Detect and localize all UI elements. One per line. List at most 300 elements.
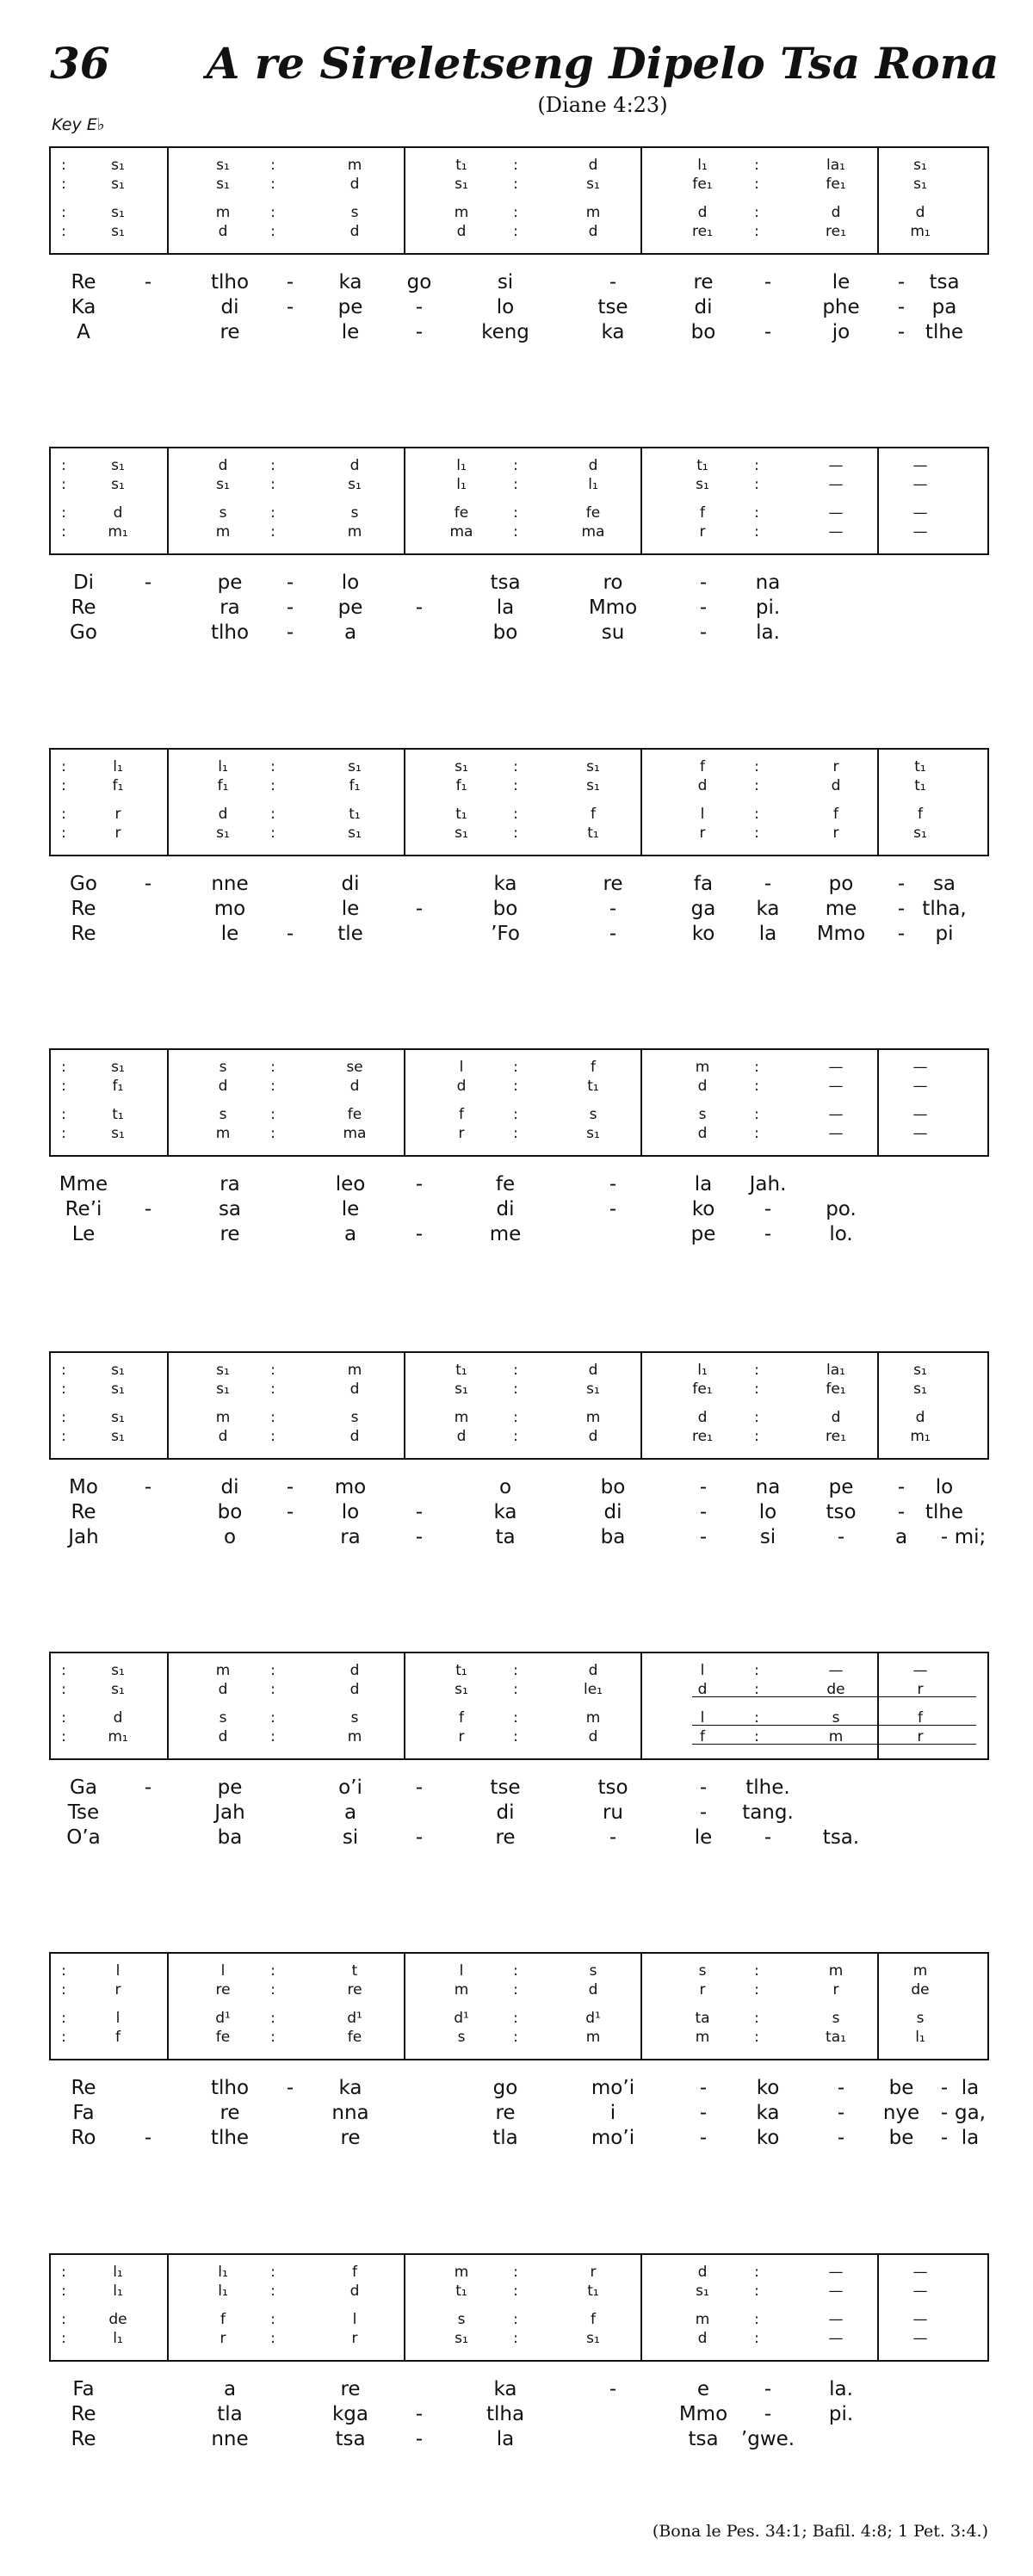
lyrics-block xyxy=(49,872,989,949)
barline xyxy=(167,448,169,553)
solfa-note: s₁ xyxy=(111,204,125,221)
barline xyxy=(404,2255,405,2360)
beat-separator: : xyxy=(61,2029,66,2046)
beat-separator: : xyxy=(513,1681,518,1698)
beat-separator: : xyxy=(61,1059,66,1076)
lyric-syllable: Fa xyxy=(72,2102,95,2124)
barline xyxy=(404,1653,405,1758)
beat-separator: : xyxy=(61,1125,66,1142)
syllable-hyphen: - xyxy=(415,1173,424,1195)
beat-separator: : xyxy=(754,1728,759,1745)
lyric-syllable: ru xyxy=(602,1801,624,1824)
syllable-hyphen: - xyxy=(609,2378,617,2400)
solfa-note: d xyxy=(588,1662,598,1679)
beat-separator: : xyxy=(513,223,518,240)
lyric-syllable: go xyxy=(492,2077,518,2099)
lyric-syllable: di xyxy=(603,1501,622,1523)
barline xyxy=(877,148,879,253)
solfa-note: d¹ xyxy=(454,2010,469,2027)
solfa-note: d xyxy=(697,1125,708,1142)
lyric-syllable: re xyxy=(495,2102,516,2124)
barline xyxy=(640,448,642,553)
solfa-note: d xyxy=(588,223,598,240)
lyric-syllable: di xyxy=(496,1198,515,1220)
lyric-syllable: re xyxy=(693,271,714,293)
solfa-note: l₁ xyxy=(915,2029,925,2046)
solfa-note: — xyxy=(912,2264,928,2281)
solfa-note: s xyxy=(589,1106,597,1123)
solfa-note: m xyxy=(585,1709,601,1727)
lyric-syllable: ta xyxy=(495,1526,516,1548)
lyric-syllable: re xyxy=(220,2102,240,2124)
solfa-note: — xyxy=(828,1662,844,1679)
syllable-hyphen: - xyxy=(286,1476,294,1498)
beat-separator: : xyxy=(61,2264,66,2281)
solfa-note: f xyxy=(591,806,596,823)
lyric-syllable: Tse xyxy=(67,1801,100,1824)
solfa-note: m xyxy=(215,1125,231,1142)
beat-separator: : xyxy=(61,1428,66,1445)
solfa-note: s₁ xyxy=(216,825,230,842)
solfa-note: m₁ xyxy=(108,523,128,541)
lyric-syllable: re xyxy=(340,2127,361,2149)
lyric-syllable: mi; xyxy=(954,1526,987,1548)
lyric-syllable: be xyxy=(888,2127,914,2149)
solfa-note: m xyxy=(828,1962,844,1980)
syllable-hyphen: - xyxy=(897,873,906,895)
lyric-syllable: tlho xyxy=(210,621,250,644)
beat-separator: : xyxy=(754,523,759,541)
lyric-syllable: tsa xyxy=(929,271,960,293)
syllable-hyphen: - xyxy=(415,898,424,920)
beat-separator: : xyxy=(513,2264,518,2281)
syllable-hyphen: - xyxy=(699,2127,708,2149)
solfa-note: s xyxy=(832,1709,840,1727)
lyric-syllable: nna xyxy=(331,2102,369,2124)
syllable-hyphen: - xyxy=(837,2077,845,2099)
solfa-note: fe₁ xyxy=(826,1381,846,1398)
syllable-hyphen: - xyxy=(699,1526,708,1548)
syllable-hyphen: - xyxy=(144,571,152,594)
solfa-note: d xyxy=(697,204,708,221)
beat-separator: : xyxy=(270,825,275,842)
solfa-note: d xyxy=(218,1681,228,1698)
lyric-syllable: Ka xyxy=(71,296,96,318)
beat-separator: : xyxy=(61,476,66,493)
solfa-note: d xyxy=(218,223,228,240)
solfa-note: l xyxy=(700,1662,705,1679)
beat-separator: : xyxy=(270,2330,275,2347)
solfa-note: s₁ xyxy=(913,825,927,842)
syllable-hyphen: - xyxy=(897,271,906,293)
solfa-note: fe xyxy=(585,504,601,522)
lyric-syllable: bo xyxy=(492,898,518,920)
beat-separator: : xyxy=(513,476,518,493)
solfa-note: l xyxy=(700,806,705,823)
syllable-hyphen: - xyxy=(940,2127,949,2149)
solfa-staff xyxy=(49,447,989,555)
beat-separator: : xyxy=(61,223,66,240)
solfa-note: l₁ xyxy=(113,2283,123,2300)
beat-separator: : xyxy=(61,2311,66,2328)
solfa-note: d xyxy=(831,204,841,221)
solfa-note: s₁ xyxy=(111,223,125,240)
solfa-note: f xyxy=(700,1728,705,1745)
lyric-syllable: fe xyxy=(495,1173,516,1195)
lyric-syllable: phe xyxy=(822,296,860,318)
solfa-note: s₁ xyxy=(455,1381,468,1398)
lyric-syllable: la xyxy=(961,2077,980,2099)
solfa-note: r xyxy=(458,1125,465,1142)
solfa-note: m₁ xyxy=(910,223,931,240)
syllable-hyphen: - xyxy=(144,1198,152,1220)
solfa-note: d xyxy=(349,1428,360,1445)
beat-separator: : xyxy=(513,1362,518,1379)
lyric-syllable: tlhe xyxy=(210,2127,250,2149)
lyrics-block xyxy=(49,571,989,648)
lyric-syllable: bo xyxy=(690,321,716,343)
solfa-note: m xyxy=(454,1409,469,1426)
lyric-syllable: ka xyxy=(756,2102,780,2124)
solfa-note: — xyxy=(828,2264,844,2281)
solfa-staff xyxy=(49,2253,989,2362)
solfa-note: m xyxy=(695,2029,710,2046)
beat-separator: : xyxy=(270,1981,275,1998)
solfa-note: d xyxy=(831,777,841,794)
syllable-hyphen: - xyxy=(286,1501,294,1523)
lyric-syllable: ko xyxy=(691,923,715,945)
lyric-syllable: mo xyxy=(213,898,246,920)
lyric-syllable: ka xyxy=(493,1501,517,1523)
beat-separator: : xyxy=(754,758,759,775)
syllable-hyphen: - xyxy=(144,271,152,293)
lyric-syllable: lo xyxy=(341,1501,360,1523)
beat-separator: : xyxy=(754,2029,759,2046)
solfa-note: d xyxy=(588,1362,598,1379)
lyric-syllable: fa xyxy=(693,873,714,895)
solfa-note: m xyxy=(585,204,601,221)
lyric-syllable: Re xyxy=(71,2077,96,2099)
lyric-syllable: leo xyxy=(335,1173,366,1195)
syllable-hyphen: - xyxy=(897,898,906,920)
solfa-note: d xyxy=(113,1709,123,1727)
beat-separator: : xyxy=(61,157,66,174)
solfa-note: — xyxy=(912,1125,928,1142)
lyrics-block xyxy=(49,270,989,348)
barline xyxy=(167,1353,169,1458)
syllable-hyphen: - xyxy=(144,2127,152,2149)
beat-separator: : xyxy=(270,504,275,522)
solfa-note: f₁ xyxy=(112,777,124,794)
lyric-syllable: Re xyxy=(71,1501,96,1523)
barline xyxy=(640,1353,642,1458)
lyric-syllable: Fa xyxy=(72,2378,95,2400)
lyric-syllable: tsa xyxy=(335,2428,366,2450)
solfa-note: d xyxy=(349,457,360,474)
lyric-syllable: me xyxy=(825,898,857,920)
syllable-hyphen: - xyxy=(609,923,617,945)
syllable-hyphen: - xyxy=(415,1526,424,1548)
syllable-hyphen: - xyxy=(837,2127,845,2149)
lyric-syllable: ko xyxy=(756,2077,780,2099)
beat-separator: : xyxy=(754,1078,759,1095)
solfa-note: s xyxy=(350,1409,359,1426)
solfa-note: ma xyxy=(581,523,605,541)
solfa-note: — xyxy=(912,523,928,541)
solfa-note: f xyxy=(591,1059,596,1076)
lyric-syllable: su xyxy=(601,621,625,644)
solfa-note: d xyxy=(697,2264,708,2281)
lyric-syllable: ra xyxy=(220,596,240,619)
solfa-note: l₁ xyxy=(697,1362,708,1379)
solfa-note: s₁ xyxy=(455,1681,468,1698)
solfa-note: m xyxy=(695,1059,710,1076)
solfa-note: d xyxy=(697,1078,708,1095)
solfa-note: s₁ xyxy=(348,476,362,493)
solfa-note: m xyxy=(585,2029,601,2046)
beat-separator: : xyxy=(754,176,759,193)
lyric-syllable: tse xyxy=(597,296,628,318)
lyric-syllable: Mmo xyxy=(588,596,638,619)
solfa-note: le₁ xyxy=(584,1681,603,1698)
beat-separator: : xyxy=(61,1381,66,1398)
solfa-note: d xyxy=(456,1078,467,1095)
lyric-syllable: Jah xyxy=(214,1801,245,1824)
beat-separator: : xyxy=(754,1409,759,1426)
solfa-note: — xyxy=(828,1106,844,1123)
beat-separator: : xyxy=(513,504,518,522)
beat-separator: : xyxy=(61,457,66,474)
slur-line xyxy=(692,1725,976,1726)
barline xyxy=(404,448,405,553)
solfa-note: s₁ xyxy=(111,1125,125,1142)
barline xyxy=(404,1353,405,1458)
solfa-note: l₁ xyxy=(218,2264,228,2281)
lyric-syllable: sa xyxy=(932,873,956,895)
solfa-note: d xyxy=(349,176,360,193)
solfa-note: r xyxy=(458,1728,465,1745)
beat-separator: : xyxy=(61,1728,66,1745)
syllable-hyphen: - xyxy=(764,2378,772,2400)
lyric-syllable: a xyxy=(343,1801,357,1824)
solfa-note: s xyxy=(698,1962,707,1980)
solfa-note: d xyxy=(218,1428,228,1445)
lyric-syllable: di xyxy=(220,296,239,318)
beat-separator: : xyxy=(270,1059,275,1076)
syllable-hyphen: - xyxy=(609,1198,617,1220)
solfa-note: m xyxy=(347,157,362,174)
syllable-hyphen: - xyxy=(415,596,424,619)
hymn-number: 36 xyxy=(50,38,110,89)
solfa-note: re₁ xyxy=(692,1428,713,1445)
solfa-note: de xyxy=(826,1681,845,1698)
beat-separator: : xyxy=(513,2010,518,2027)
lyric-syllable: ba xyxy=(600,1526,626,1548)
solfa-note: l xyxy=(700,1709,705,1727)
solfa-note: t₁ xyxy=(914,758,926,775)
solfa-note: m xyxy=(912,1962,928,1980)
beat-separator: : xyxy=(61,1409,66,1426)
beat-separator: : xyxy=(754,1428,759,1445)
solfa-note: d¹ xyxy=(585,2010,601,2027)
barline xyxy=(877,1050,879,1155)
barline xyxy=(404,1954,405,2059)
beat-separator: : xyxy=(270,1409,275,1426)
solfa-note: l xyxy=(220,1962,226,1980)
lyric-syllable: o xyxy=(223,1526,237,1548)
lyric-syllable: na xyxy=(755,571,781,594)
solfa-note: ma xyxy=(343,1125,367,1142)
solfa-note: — xyxy=(828,476,844,493)
lyric-syllable: la xyxy=(758,923,777,945)
solfa-note: de xyxy=(108,2311,127,2328)
beat-separator: : xyxy=(270,523,275,541)
beat-separator: : xyxy=(754,1106,759,1123)
lyric-syllable: di xyxy=(341,873,360,895)
solfa-note: d xyxy=(831,1409,841,1426)
solfa-note: fe xyxy=(215,2029,231,2046)
syllable-hyphen: - xyxy=(764,1198,772,1220)
syllable-hyphen: - xyxy=(415,296,424,318)
lyric-syllable: Re’i xyxy=(65,1198,102,1220)
beat-separator: : xyxy=(513,204,518,221)
beat-separator: : xyxy=(754,1362,759,1379)
barline xyxy=(877,1353,879,1458)
lyric-syllable: mo xyxy=(334,1476,367,1498)
beat-separator: : xyxy=(270,2010,275,2027)
solfa-note: t₁ xyxy=(112,1106,124,1123)
solfa-note: r xyxy=(917,1728,924,1745)
lyric-syllable: pi. xyxy=(828,2403,854,2425)
lyric-syllable: Re xyxy=(71,2403,96,2425)
syllable-hyphen: - xyxy=(837,1526,845,1548)
lyric-syllable: la xyxy=(496,596,515,619)
solfa-note: fe₁ xyxy=(826,176,846,193)
lyric-syllable: pe xyxy=(828,1476,854,1498)
lyric-syllable: ka xyxy=(756,898,780,920)
solfa-note: — xyxy=(828,504,844,522)
solfa-note: t₁ xyxy=(914,777,926,794)
solfa-note: — xyxy=(912,476,928,493)
solfa-note: s₁ xyxy=(216,1362,230,1379)
solfa-note: l₁ xyxy=(113,758,123,775)
lyric-syllable: lo xyxy=(758,1501,777,1523)
lyric-syllable: tso xyxy=(597,1776,628,1799)
beat-separator: : xyxy=(513,1381,518,1398)
solfa-note: m₁ xyxy=(108,1728,128,1745)
solfa-note: s₁ xyxy=(216,1381,230,1398)
lyric-syllable: nne xyxy=(211,2428,249,2450)
lyric-syllable: le xyxy=(341,898,360,920)
beat-separator: : xyxy=(513,806,518,823)
solfa-note: f xyxy=(459,1106,464,1123)
solfa-note: — xyxy=(828,1125,844,1142)
beat-separator: : xyxy=(61,1681,66,1698)
lyric-syllable: Ro xyxy=(71,2127,96,2149)
beat-separator: : xyxy=(61,1962,66,1980)
beat-separator: : xyxy=(61,806,66,823)
lyric-syllable: bo xyxy=(492,621,518,644)
lyric-syllable: ba xyxy=(217,1826,243,1849)
solfa-note: s₁ xyxy=(111,1681,125,1698)
lyric-syllable: me xyxy=(489,1223,522,1245)
beat-separator: : xyxy=(270,1381,275,1398)
solfa-staff xyxy=(49,748,989,856)
beat-separator: : xyxy=(270,457,275,474)
syllable-hyphen: - xyxy=(699,621,708,644)
beat-separator: : xyxy=(513,825,518,842)
solfa-note: s₁ xyxy=(913,1362,927,1379)
system xyxy=(49,146,989,348)
beat-separator: : xyxy=(513,758,518,775)
lyric-syllable: Re xyxy=(71,2428,96,2450)
barline xyxy=(877,750,879,855)
lyric-syllable: tang. xyxy=(742,1801,794,1824)
solfa-note: f xyxy=(833,806,838,823)
syllable-hyphen: - xyxy=(609,898,617,920)
solfa-note: d xyxy=(697,777,708,794)
beat-separator: : xyxy=(513,1428,518,1445)
beat-separator: : xyxy=(61,1362,66,1379)
syllable-hyphen: - xyxy=(764,873,772,895)
beat-separator: : xyxy=(754,2283,759,2300)
solfa-staff xyxy=(49,1952,989,2060)
solfa-note: d xyxy=(218,1078,228,1095)
beat-separator: : xyxy=(754,1709,759,1727)
solfa-note: fe₁ xyxy=(692,176,713,193)
lyric-syllable: lo xyxy=(935,1476,954,1498)
solfa-note: s xyxy=(832,2010,840,2027)
beat-separator: : xyxy=(754,777,759,794)
lyric-syllable: Re xyxy=(71,596,96,619)
syllable-hyphen: - xyxy=(286,621,294,644)
solfa-note: l₁ xyxy=(588,476,598,493)
solfa-note: fe xyxy=(347,2029,362,2046)
lyric-syllable: O’a xyxy=(66,1826,101,1849)
solfa-note: s₁ xyxy=(216,157,230,174)
beat-separator: : xyxy=(513,1059,518,1076)
syllable-hyphen: - xyxy=(699,2102,708,2124)
barline xyxy=(640,2255,642,2360)
lyric-syllable: sa xyxy=(218,1198,242,1220)
solfa-note: s₁ xyxy=(111,1381,125,1398)
beat-separator: : xyxy=(513,176,518,193)
solfa-note: fe₁ xyxy=(692,1381,713,1398)
solfa-note: t₁ xyxy=(455,2283,467,2300)
solfa-note: s xyxy=(219,504,227,522)
solfa-note: m xyxy=(347,523,362,541)
syllable-hyphen: - xyxy=(897,296,906,318)
lyric-syllable: tlhe. xyxy=(745,1776,790,1799)
slur-line xyxy=(692,1744,976,1745)
syllable-hyphen: - xyxy=(286,571,294,594)
barline xyxy=(167,1954,169,2059)
beat-separator: : xyxy=(754,2264,759,2281)
solfa-note: s xyxy=(698,1106,707,1123)
beat-separator: : xyxy=(270,1709,275,1727)
solfa-note: s₁ xyxy=(455,2330,468,2347)
solfa-note: r xyxy=(699,825,706,842)
solfa-note: s xyxy=(219,1709,227,1727)
syllable-hyphen: - xyxy=(699,1776,708,1799)
beat-separator: : xyxy=(513,777,518,794)
barline xyxy=(877,1954,879,2059)
scripture-reference: (Diane 4:23) xyxy=(537,93,668,117)
solfa-note: re₁ xyxy=(826,223,846,240)
solfa-note: re₁ xyxy=(692,223,713,240)
syllable-hyphen: - xyxy=(699,2077,708,2099)
solfa-note: — xyxy=(912,1078,928,1095)
